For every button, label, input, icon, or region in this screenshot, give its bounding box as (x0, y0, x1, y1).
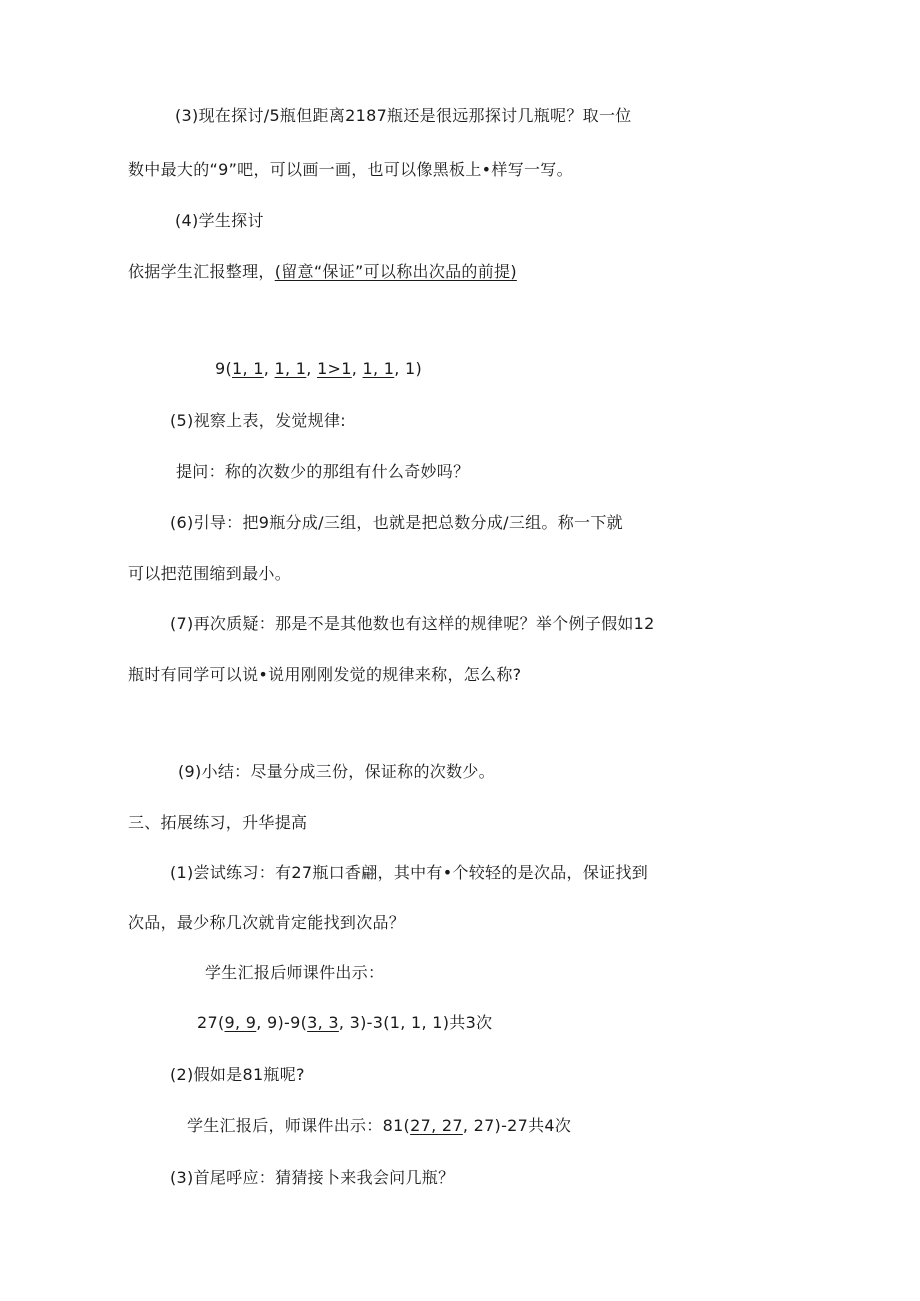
text-line: (3)首尾呼应：猜猜接卜来我会问几瓶？ (170, 1168, 455, 1187)
text-line: 学生汇报后师课件出示： (205, 963, 385, 982)
text-line: 瓶时有同学可以说•说用刚刚发觉的规律来称，怎么称? (128, 665, 522, 684)
formula-group: 1, 1 (362, 359, 395, 378)
text-line: (7)再次质疑：那是不是其他数也有这样的规律呢？举个例子假如12 (170, 614, 655, 633)
formula-line (215, 357, 422, 381)
text-line: 可以把范围缩到最小。 (128, 564, 292, 583)
formula-part: , (306, 359, 318, 378)
formula-part: , (263, 359, 275, 378)
formula-part: , 3)-3(1, 1, 1)共3次 (338, 1013, 493, 1032)
formula-part: 9( (215, 359, 233, 378)
formula-part: 27( (197, 1013, 225, 1032)
text-line: (4)学生探讨 (175, 211, 264, 230)
text-segment: 学生汇报后，师课件出示：81( (187, 1116, 411, 1135)
formula-group: 1, 1 (274, 359, 307, 378)
text-line: 提问：称的次数少的那组有什么奇妙吗？ (176, 462, 470, 481)
formula-group: 1>1 (317, 359, 352, 378)
text-line: 数中最大的“9”吧，可以画一画，也可以像黑板上•样写一写。 (128, 160, 573, 179)
formula-group: 9, 9 (224, 1013, 257, 1032)
section-heading: 三、拓展练习，升华提高 (128, 813, 308, 832)
text-segment: , 27)-27共4次 (462, 1116, 572, 1135)
formula-part: , 1) (394, 359, 423, 378)
text-line: (6)引导：把9瓶分成/三组，也就是把总数分成/三组。称一下就 (170, 513, 623, 532)
formula-part: , (351, 359, 363, 378)
formula-group: 3, 3 (307, 1013, 339, 1032)
formula-line (197, 1011, 492, 1035)
text-line: (2)假如是81瓶呢? (170, 1065, 305, 1084)
formula-part: , 9)-9( (256, 1013, 308, 1032)
formula-line (187, 1114, 571, 1138)
text-segment: 依据学生汇报整理， (128, 262, 275, 281)
text-line: (3)现在探讨/5瓶但距离2187瓶还是很远那探讨几瓶呢？取一位 (175, 106, 632, 125)
formula-group: 27, 27 (410, 1116, 463, 1135)
text-line: 次品，最少称几次就肯定能找到次品？ (128, 913, 406, 932)
formula-group: 1, 1 (232, 359, 264, 378)
text-line (128, 260, 517, 284)
underlined-note: (留意“保证”可以称出次品的前提) (274, 262, 517, 281)
text-line: (9)小结：尽量分成三份，保证称的次数少。 (178, 762, 495, 781)
text-line: (1)尝试练习：有27瓶口香翩，其中有•个较轻的是次品，保证找到 (170, 863, 649, 882)
text-line: (5)视察上表，发觉规律: (170, 411, 346, 430)
